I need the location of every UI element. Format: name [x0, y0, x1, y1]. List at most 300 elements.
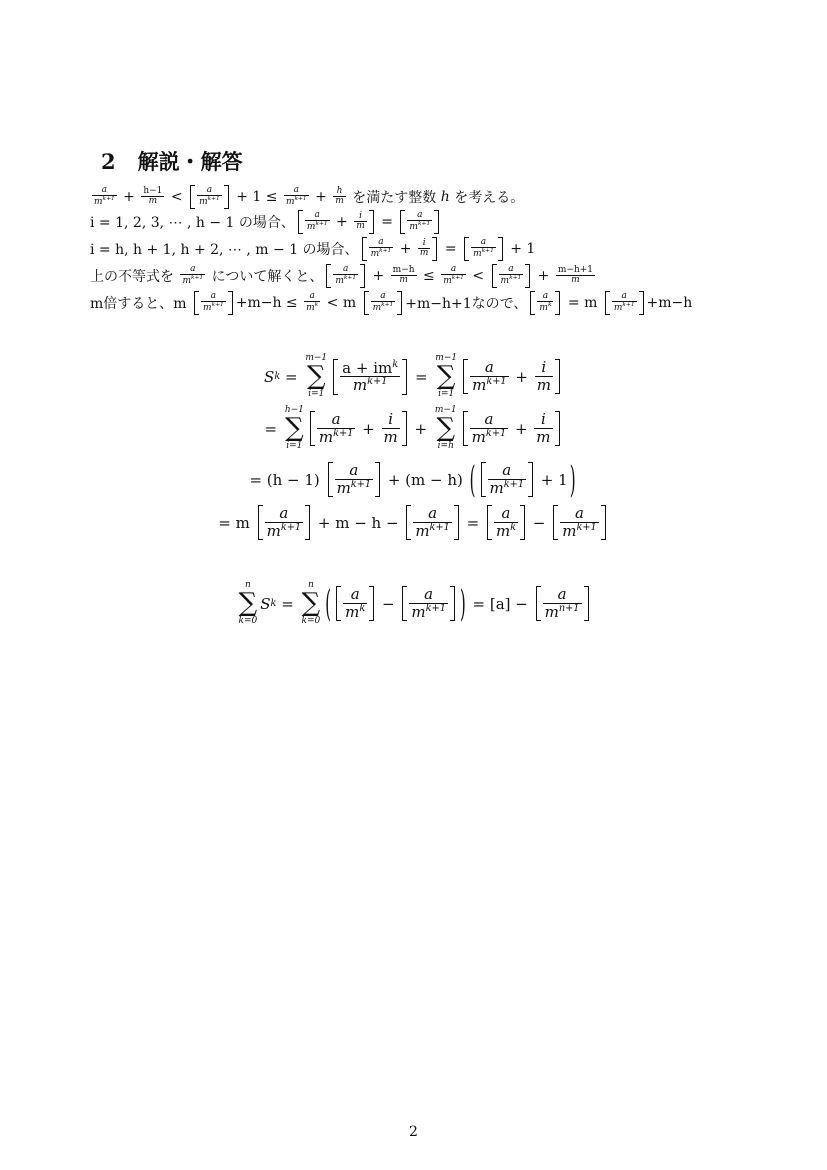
math-variable: a [542, 290, 549, 301]
numerator [407, 211, 432, 221]
math-variable: m [495, 521, 511, 540]
denominator [333, 275, 358, 287]
denominator [335, 480, 374, 497]
math-variable: k [314, 302, 319, 309]
display-equation-2 [0, 406, 827, 451]
math-variable: m [148, 196, 158, 207]
summation [305, 354, 327, 399]
text-line-5 [90, 290, 692, 316]
sum-lower-limit [438, 390, 454, 399]
denominator [333, 197, 346, 207]
numerator [612, 292, 637, 302]
math-variable: i [541, 410, 546, 429]
math-variable: h [336, 185, 343, 196]
text-line-2 [90, 209, 442, 235]
math-variable: a [501, 504, 511, 522]
sigma-symbol: ∑ [238, 588, 258, 618]
fraction [354, 212, 367, 232]
superscript [482, 248, 494, 254]
math-variable: k [392, 358, 399, 370]
math-variable: a [484, 410, 494, 429]
fraction [413, 506, 452, 539]
math-text: + [533, 268, 554, 284]
fraction [543, 587, 582, 620]
fraction [470, 360, 509, 393]
math-variable: n [244, 580, 251, 590]
math-text: k+1 [191, 275, 204, 282]
math-text: = [410, 367, 433, 386]
superscript [379, 248, 391, 254]
superscript [548, 302, 552, 308]
sigma-symbol: ∑ [306, 361, 326, 391]
fraction [407, 211, 432, 233]
numerator [413, 506, 452, 523]
denominator [284, 196, 309, 208]
floor-bracket [530, 291, 560, 315]
math-variable: a [484, 358, 494, 377]
superscript [212, 302, 224, 308]
math-variable: m [335, 196, 344, 207]
fraction [441, 265, 466, 287]
sum-lower-limit [286, 442, 302, 451]
right-paren: ) [569, 458, 576, 502]
math-text: = [280, 367, 303, 386]
denominator [535, 377, 553, 394]
summation [238, 581, 257, 626]
text-line-4 [90, 263, 597, 289]
summation [285, 406, 304, 451]
math-text: < m [322, 295, 361, 311]
math-variable: m [500, 276, 510, 287]
math-text: < [166, 189, 188, 205]
text-line-1 [90, 184, 524, 210]
section-heading [101, 146, 243, 176]
superscript [333, 428, 353, 439]
numerator [488, 463, 527, 480]
math-variable: a [279, 504, 289, 522]
math-text: a + im [342, 358, 393, 377]
numerator [201, 292, 226, 302]
numerator [535, 360, 553, 377]
math-text: + 1 [505, 241, 536, 257]
math-variable: m [383, 427, 398, 446]
floor-bracket [553, 505, 606, 540]
denominator [201, 302, 226, 314]
math-text: + 1 ≤ [231, 189, 282, 205]
display-equation-3 [0, 458, 827, 502]
numerator [494, 506, 518, 523]
math-variable: a [424, 585, 434, 604]
floor-bracket [258, 505, 311, 540]
denominator [180, 275, 205, 287]
math-text: − [528, 513, 551, 532]
sigma-symbol: ∑ [436, 413, 456, 443]
denominator [499, 275, 524, 287]
fraction [409, 587, 448, 620]
numerator [543, 587, 582, 604]
numerator [471, 238, 496, 248]
fraction [371, 292, 396, 314]
fraction [537, 292, 553, 314]
math-variable: m [345, 602, 360, 621]
math-text: k+1 [425, 602, 446, 614]
denominator [340, 377, 400, 394]
math-variable: m [399, 275, 408, 286]
fraction [470, 412, 509, 445]
math-variable: i [388, 410, 394, 429]
superscript [294, 196, 306, 202]
math-text: k+1 [343, 275, 357, 282]
math-variable: m [536, 375, 551, 394]
numerator [560, 506, 599, 523]
denominator [265, 523, 304, 540]
math-variable: m [285, 197, 295, 208]
math-text: k+1 [451, 275, 464, 282]
numerator [470, 360, 509, 377]
numerator [470, 412, 509, 429]
fraction [391, 266, 417, 286]
math-text: k+1 [486, 375, 507, 387]
floor-bracket [333, 359, 407, 395]
math-text: k=0 [238, 616, 258, 627]
superscript [426, 603, 446, 614]
math-variable: h [440, 189, 450, 205]
math-text: k+1 [485, 427, 507, 439]
math-variable: m [536, 427, 551, 446]
math-variable: a [450, 263, 457, 274]
fraction [499, 265, 524, 287]
fraction [369, 238, 394, 260]
math-variable: a [314, 209, 320, 220]
math-text: = [440, 241, 462, 257]
math-variable: a [557, 585, 567, 604]
display-equation-1 [0, 354, 827, 399]
math-variable: a [480, 236, 487, 247]
math-text: i = 1, 2, 3, ⋯ , h − 1 の場合、 [90, 215, 295, 231]
denominator [407, 221, 432, 233]
superscript [622, 302, 634, 308]
numerator [441, 265, 466, 275]
numerator [92, 186, 117, 196]
fraction [340, 360, 400, 394]
fraction [494, 506, 518, 539]
superscript [559, 603, 580, 614]
math-text: − [377, 594, 400, 613]
math-text: k+1 [102, 196, 115, 203]
math-variable: m [473, 249, 482, 260]
math-variable: m [415, 521, 430, 540]
math-text: k+1 [622, 302, 635, 309]
math-text: m−1 [434, 405, 457, 415]
denominator [543, 604, 582, 621]
floor-bracket [463, 359, 560, 394]
math-variable: m [182, 276, 191, 287]
superscript [381, 302, 393, 308]
sum-lower-limit [238, 617, 257, 626]
math-text: k+1 [481, 248, 494, 255]
math-text: k+1 [280, 521, 302, 533]
numerator [305, 211, 330, 221]
fraction [265, 506, 304, 539]
floor-bracket [605, 291, 644, 315]
math-text: k+1 [294, 196, 307, 203]
floor-bracket [487, 505, 525, 540]
math-variable: i [422, 237, 426, 248]
math-text: + m − h − [313, 513, 404, 532]
math-variable: a [101, 184, 108, 195]
text-line-3 [90, 236, 535, 262]
math-text: i=1 [286, 441, 303, 452]
math-variable: m [613, 303, 623, 314]
floor-bracket [464, 237, 503, 261]
right-paren: ) [459, 582, 466, 626]
denominator [317, 429, 356, 446]
math-text: +m−h [646, 295, 693, 311]
superscript [486, 428, 506, 439]
math-text: = [264, 419, 282, 438]
superscript [103, 196, 115, 202]
fraction [141, 187, 164, 207]
fraction [471, 238, 496, 260]
fraction [556, 266, 595, 286]
floor-bracket [402, 586, 455, 621]
fraction [560, 506, 599, 539]
math-variable: a [417, 209, 423, 220]
math-variable: a [508, 263, 514, 274]
superscript [208, 196, 220, 202]
display-equation-4 [0, 505, 827, 540]
fraction [418, 239, 431, 259]
floor-bracket [406, 505, 459, 540]
fraction [335, 463, 374, 496]
math-text: + 1 [536, 470, 568, 489]
math-text: = m [218, 513, 255, 532]
math-variable: a [309, 290, 315, 301]
left-paren: ( [325, 582, 332, 626]
floor-bracket [336, 586, 374, 621]
math-text: i=h [437, 441, 454, 452]
denominator [537, 302, 553, 314]
math-text: h−1 [143, 185, 163, 196]
math-text: k=0 [301, 616, 321, 627]
math-text: k+1 [211, 302, 224, 309]
math-variable: m [471, 427, 486, 446]
numerator [499, 265, 524, 275]
fraction [612, 292, 637, 314]
math-text: k+1 [379, 248, 392, 255]
denominator [413, 523, 452, 540]
math-variable: a [350, 585, 360, 604]
math-text: + [510, 367, 533, 386]
floor-bracket [536, 586, 589, 621]
math-variable: a [574, 504, 584, 522]
math-text: + [409, 419, 432, 438]
superscript [510, 522, 516, 533]
summation [435, 354, 457, 399]
sigma-symbol: ∑ [436, 361, 456, 391]
fraction [333, 187, 346, 207]
math-variable: a [342, 263, 349, 274]
superscript [452, 275, 464, 281]
math-variable: m [419, 248, 429, 259]
math-variable: m [489, 478, 504, 497]
math-variable: m [318, 427, 334, 446]
floor-bracket [463, 411, 560, 446]
math-variable: m [544, 602, 559, 621]
numerator [335, 463, 374, 480]
fraction [535, 360, 553, 393]
math-variable: m [352, 376, 368, 395]
math-variable: m [306, 303, 315, 314]
denominator [556, 276, 595, 286]
floor-bracket [310, 411, 407, 446]
floor-bracket [298, 210, 374, 234]
math-variable: k [547, 302, 552, 309]
denominator [470, 377, 509, 394]
sum-lower-limit [308, 390, 324, 399]
fraction [284, 186, 309, 208]
superscript [418, 221, 430, 227]
math-variable: a [349, 461, 359, 479]
superscript [359, 603, 365, 614]
math-variable: m [571, 275, 580, 286]
fraction [382, 412, 400, 445]
math-variable: m [562, 521, 577, 540]
fraction [305, 211, 330, 233]
numerator [537, 292, 553, 302]
math-text: m−h [392, 264, 415, 275]
big-parentheses [468, 458, 578, 502]
math-text: k+1 [417, 221, 431, 228]
fraction [201, 292, 226, 314]
numerator [197, 186, 222, 196]
math-text: + [510, 419, 533, 438]
numerator [180, 265, 205, 275]
math-text: m−1 [435, 353, 458, 363]
superscript [281, 522, 301, 533]
floor-bracket [190, 185, 229, 209]
fraction [317, 412, 356, 445]
math-variable: m [356, 221, 365, 232]
floor-bracket [400, 210, 439, 234]
math-variable: i [359, 210, 362, 221]
math-text: i=1 [308, 389, 325, 400]
floor-bracket [328, 462, 381, 497]
numerator [317, 412, 356, 429]
math-variable: a [206, 184, 213, 195]
math-variable: a [502, 461, 512, 479]
section-title: 解説・解答 [137, 150, 243, 174]
math-text: = [376, 214, 398, 230]
math-variable: m [443, 276, 452, 287]
denominator [92, 196, 117, 208]
math-variable: a [621, 290, 627, 301]
denominator [369, 248, 394, 260]
sigma-symbol: ∑ [301, 588, 321, 618]
fraction [333, 265, 358, 287]
denominator [354, 222, 367, 232]
math-text: m−1 [305, 353, 328, 363]
display-equation-5 [0, 581, 827, 626]
numerator [382, 412, 400, 429]
denominator [197, 196, 222, 208]
math-text: k+1 [503, 478, 525, 490]
math-text: h−1 [284, 405, 304, 415]
math-text: n+1 [558, 602, 580, 614]
math-text: k+1 [509, 275, 522, 282]
math-variable: a [331, 410, 341, 429]
denominator [382, 429, 400, 446]
math-variable: k [359, 602, 366, 614]
numerator [284, 186, 309, 196]
math-text: ≤ [418, 268, 440, 284]
denominator [488, 480, 527, 497]
superscript [486, 376, 506, 387]
math-variable: m [372, 303, 382, 314]
math-variable: a [293, 184, 299, 195]
math-text: k+1 [381, 302, 394, 309]
math-variable: m [539, 303, 548, 314]
math-variable: m [411, 602, 426, 621]
superscript [504, 479, 524, 490]
denominator [409, 604, 448, 621]
math-text: + (m − h) [383, 470, 468, 489]
math-variable: m [336, 478, 351, 497]
math-text: + [368, 268, 389, 284]
math-text: k+1 [350, 478, 372, 490]
numerator [409, 587, 448, 604]
denominator [391, 276, 417, 286]
math-variable: k [270, 598, 277, 610]
numerator [534, 412, 552, 429]
math-text: + [357, 419, 380, 438]
math-text: k+1 [429, 521, 450, 533]
superscript [351, 479, 371, 490]
numerator [333, 265, 358, 275]
math-text: = [a] − [467, 594, 533, 613]
numerator [343, 587, 367, 604]
math-variable: n [308, 580, 314, 590]
math-text: k+1 [333, 427, 354, 439]
floor-bracket [362, 237, 438, 261]
numerator [340, 360, 400, 378]
math-text: を満たす整数 [347, 190, 441, 206]
math-variable: m [306, 222, 316, 233]
superscript [367, 376, 387, 387]
superscript [191, 275, 203, 281]
denominator [141, 197, 164, 207]
math-variable: k [510, 521, 517, 533]
fraction [180, 265, 205, 287]
math-text: + [310, 189, 332, 205]
denominator [441, 275, 466, 287]
math-text: 上の不等式を [90, 269, 179, 285]
denominator [305, 221, 330, 233]
left-paren: ( [469, 458, 476, 502]
math-text: について解くと、 [207, 269, 324, 285]
math-variable: m [266, 521, 281, 540]
denominator [304, 302, 320, 314]
denominator [418, 249, 431, 259]
section-number: 2 [101, 149, 116, 174]
math-variable: k [274, 371, 281, 383]
math-text: m−h+1 [557, 264, 594, 275]
paren-content [478, 462, 568, 497]
sigma-symbol: ∑ [285, 413, 304, 443]
fraction [343, 587, 367, 620]
math-variable: S [264, 367, 275, 386]
paren-content [333, 586, 458, 621]
